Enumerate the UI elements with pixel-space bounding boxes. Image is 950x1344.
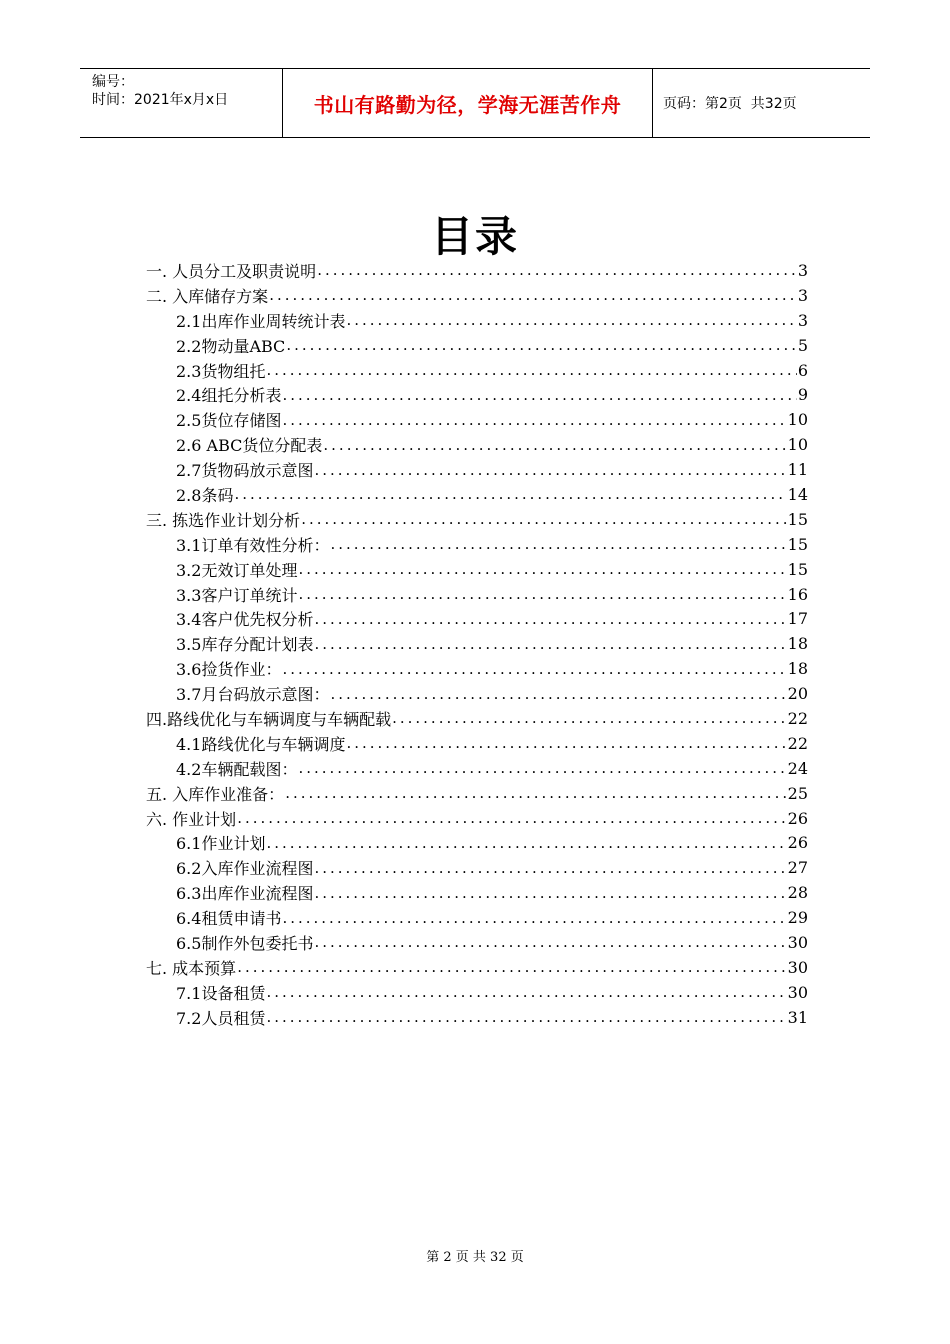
toc-leader-dots: [346, 734, 786, 752]
toc-entry-page: 10: [787, 435, 808, 455]
toc-entry[interactable]: [146, 830, 808, 855]
toc-entry-title: 3.4客户优先权分析: [176, 610, 314, 630]
toc-entry[interactable]: [146, 631, 808, 656]
toc-entry[interactable]: [146, 358, 808, 383]
toc-entry-title: 3.2无效订单处理: [176, 560, 298, 580]
page-header: [80, 68, 870, 138]
toc-leader-dots: [282, 660, 786, 678]
toc-leader-dots: [314, 933, 786, 951]
toc-entry[interactable]: [146, 880, 808, 905]
toc-entry[interactable]: [146, 930, 808, 955]
toc-entry-page: 22: [787, 733, 808, 753]
toc-entry[interactable]: [146, 606, 808, 631]
toc-leader-dots: [314, 859, 786, 877]
page-footer: 第 2 页 共 32 页: [426, 1250, 524, 1265]
toc-leader-dots: [266, 983, 786, 1001]
toc-entry-title: 一. 人员分工及职责说明: [146, 261, 317, 281]
toc-entry-title: 五. 入库作业准备：: [146, 784, 285, 804]
toc-entry[interactable]: [146, 706, 808, 731]
toc-entry-page: 5: [797, 335, 808, 355]
toc-entry-page: 11: [787, 460, 808, 480]
header-meta: [80, 69, 282, 137]
toc-entry-page: 16: [787, 584, 808, 604]
toc-leader-dots: [266, 834, 786, 852]
toc-entry[interactable]: [146, 457, 808, 482]
header-motto-cell: [282, 69, 653, 137]
toc-entry-title: 2.2物动量ABC: [176, 336, 286, 356]
toc-entry[interactable]: [146, 855, 808, 880]
toc-entry-page: 30: [787, 932, 808, 952]
toc-leader-dots: [282, 909, 786, 927]
toc-entry-title: 3.1订单有效性分析：: [176, 535, 330, 555]
toc-leader-dots: [314, 884, 786, 902]
toc-entry-title: 6.3出库作业流程图: [176, 884, 314, 904]
toc-leader-dots: [314, 635, 786, 653]
toc-entry[interactable]: [146, 482, 808, 507]
toc-title: 目录: [430, 212, 519, 261]
toc-leader-dots: [330, 535, 786, 553]
toc-entry[interactable]: [146, 756, 808, 781]
toc-entry-title: 2.8条码: [176, 485, 234, 505]
toc-entry-page: 29: [787, 908, 808, 928]
toc-entry[interactable]: [146, 681, 808, 706]
toc-leader-dots: [392, 709, 787, 727]
toc-leader-dots: [346, 311, 796, 329]
toc-leader-dots: [298, 585, 786, 603]
toc-entry-title: 7.1设备租赁: [176, 983, 266, 1003]
toc-leader-dots: [317, 261, 797, 279]
toc-entry-title: 3.5库存分配计划表: [176, 635, 314, 655]
toc-entry-page: 24: [787, 758, 808, 778]
toc-entry[interactable]: [146, 955, 808, 980]
toc-entry-title: 2.1出库作业周转统计表: [176, 311, 346, 331]
motto-text: 书山有路勤为径，学海无涯苦作舟: [313, 92, 622, 117]
toc-leader-dots: [314, 461, 786, 479]
toc-entry-title: 七. 成本预算: [146, 958, 237, 978]
toc-entry-page: 15: [787, 534, 808, 554]
toc-entry-title: 6.4租赁申请书: [176, 909, 282, 929]
toc-entry-page: 18: [787, 634, 808, 654]
toc-entry-page: 14: [787, 484, 808, 504]
toc-entry-page: 15: [787, 509, 808, 529]
toc-entry[interactable]: [146, 333, 808, 358]
toc-leader-dots: [282, 386, 796, 404]
toc-entry[interactable]: [146, 557, 808, 582]
toc-entry[interactable]: [146, 382, 808, 407]
toc-entry-page: 25: [787, 783, 808, 803]
toc-leader-dots: [234, 485, 786, 503]
toc-leader-dots: [285, 784, 786, 802]
toc-entry[interactable]: [146, 507, 808, 532]
toc-leader-dots: [330, 685, 786, 703]
toc-entry-title: 2.7货物码放示意图: [176, 461, 314, 481]
toc-entry[interactable]: [146, 432, 808, 457]
toc-entry-title: 三. 拣选作业计划分析: [146, 510, 301, 530]
toc-leader-dots: [266, 1008, 786, 1026]
toc-entry-title: 4.1路线优化与车辆调度: [176, 734, 346, 754]
toc-entry-page: 3: [797, 310, 808, 330]
header-page-info: 页码：第2页 共32页: [663, 96, 797, 112]
toc-entry-title: 2.5货位存储图: [176, 411, 282, 431]
toc-entry-page: 20: [787, 684, 808, 704]
toc-entry[interactable]: [146, 656, 808, 681]
toc-leader-dots: [282, 411, 786, 429]
toc-entry-title: 四.路线优化与车辆调度与车辆配载: [146, 709, 392, 729]
toc-entry-title: 2.3货物组托: [176, 361, 266, 381]
toc-entry-page: 9: [797, 385, 808, 405]
toc-entry-page: 31: [787, 1007, 808, 1027]
toc-entry[interactable]: [146, 1005, 808, 1030]
toc-entry[interactable]: [146, 532, 808, 557]
toc-entry[interactable]: [146, 407, 808, 432]
toc-entry-title: 6.5制作外包委托书: [176, 933, 314, 953]
toc-entry-page: 28: [787, 883, 808, 903]
toc-entry[interactable]: [146, 781, 808, 806]
toc-leader-dots: [314, 610, 786, 628]
toc-entry-page: 6: [797, 360, 808, 380]
toc-entry-title: 3.7月台码放示意图：: [176, 685, 330, 705]
toc-entry[interactable]: [146, 905, 808, 930]
toc-entry-title: 3.3客户订单统计: [176, 585, 298, 605]
time-label: 时间：2021年x月x日: [92, 92, 229, 108]
toc-entry-title: 7.2人员租赁: [176, 1008, 266, 1028]
toc-entry-title: 二. 入库储存方案: [146, 286, 269, 306]
toc-leader-dots: [269, 286, 797, 304]
toc-entry-page: 30: [787, 982, 808, 1002]
toc-entry-title: 3.6捡货作业：: [176, 660, 282, 680]
toc-leader-dots: [237, 809, 786, 827]
toc-entry-title: 6.2入库作业流程图: [176, 859, 314, 879]
toc-leader-dots: [286, 336, 797, 354]
toc-leader-dots: [298, 560, 786, 578]
toc-leader-dots: [237, 958, 786, 976]
number-label: 编号：: [92, 74, 134, 90]
toc-entry-page: 3: [797, 285, 808, 305]
toc-leader-dots: [266, 361, 796, 379]
toc-entry[interactable]: [146, 258, 808, 283]
toc-leader-dots: [323, 436, 786, 454]
toc-entry[interactable]: [146, 308, 808, 333]
toc-entry-page: 27: [787, 858, 808, 878]
toc-entry-page: 3: [797, 260, 808, 280]
toc-entry-page: 17: [787, 609, 808, 629]
toc-entry[interactable]: [146, 582, 808, 607]
table-of-contents: [146, 258, 808, 1030]
toc-entry[interactable]: [146, 806, 808, 831]
toc-leader-dots: [298, 759, 786, 777]
toc-entry[interactable]: [146, 283, 808, 308]
toc-entry-page: 26: [787, 808, 808, 828]
toc-entry[interactable]: [146, 980, 808, 1005]
toc-entry-page: 18: [787, 659, 808, 679]
toc-entry-page: 22: [787, 708, 808, 728]
toc-entry-title: 6.1作业计划: [176, 834, 266, 854]
toc-entry-page: 26: [787, 833, 808, 853]
toc-entry-title: 4.2车辆配载图：: [176, 759, 298, 779]
toc-entry-page: 10: [787, 410, 808, 430]
toc-entry-title: 2.4组托分析表: [176, 386, 282, 406]
toc-entry-title: 六. 作业计划: [146, 809, 237, 829]
toc-entry-page: 15: [787, 559, 808, 579]
toc-entry[interactable]: [146, 731, 808, 756]
toc-entry-page: 30: [787, 957, 808, 977]
toc-entry-title: 2.6 ABC货位分配表: [176, 436, 323, 456]
toc-leader-dots: [301, 510, 786, 528]
